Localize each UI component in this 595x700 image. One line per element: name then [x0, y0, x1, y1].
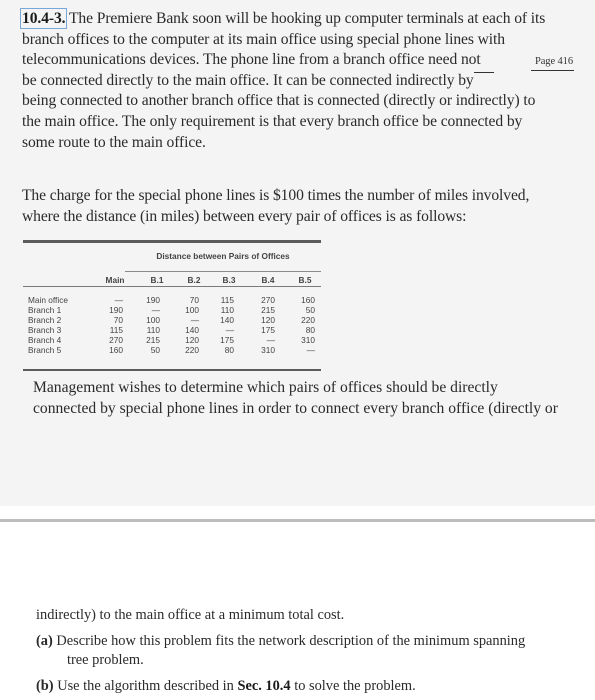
table-cell: 175 — [220, 335, 234, 345]
text-line: indirectly) to the main office at a minimum total cost. — [36, 607, 345, 623]
column-header: Main — [105, 275, 125, 285]
part-a: (a) Describe how this problem fits the network description of the minimum spanning tree problem. — [36, 633, 526, 668]
caption-rule — [125, 271, 321, 272]
table-cell: 70 — [113, 315, 123, 325]
part-b: (b) Use the algorithm described in Sec. 10.4 to solve the problem. — [36, 678, 416, 694]
table-cell: 120 — [261, 315, 275, 325]
table-cell: 50 — [150, 345, 160, 355]
table-cell: 140 — [185, 325, 199, 335]
table-cell: 190 — [146, 295, 160, 305]
table-cell: 215 — [146, 335, 160, 345]
table-caption: Distance between Pairs of Offices — [156, 251, 290, 261]
table-cell: 110 — [220, 305, 234, 315]
text-line: be connected directly to the main office. It can be connected indirectly by — [22, 71, 574, 92]
text-line: branch offices to the computer at its main office using special phone lines with — [22, 30, 505, 48]
table-cell: 100 — [146, 315, 160, 325]
column-header: B.5 — [298, 275, 312, 285]
row-label: Branch 2 — [28, 315, 62, 325]
text-line: telecommunications devices. The phone line from a branch office need not Page 416 — [22, 50, 574, 71]
text-line: being connected to another branch office that is connected (directly or indirectly) to — [22, 92, 536, 110]
table-cell: 110 — [146, 325, 160, 335]
part-a-label: (a) — [36, 633, 53, 649]
table-cell: 100 — [185, 305, 199, 315]
table-cell: 270 — [109, 335, 123, 345]
table-cell: — — [151, 305, 160, 315]
table-cell: 270 — [261, 295, 275, 305]
row-label: Branch 3 — [28, 325, 62, 335]
table-cell: — — [114, 295, 123, 305]
header-rule — [23, 286, 321, 287]
part-b-label: (b) — [36, 678, 54, 694]
table-cell: 70 — [189, 295, 199, 305]
table-cell: 190 — [109, 305, 123, 315]
column-header: B.4 — [261, 275, 275, 285]
table-cell: 310 — [301, 335, 315, 345]
table-cell: 120 — [185, 335, 199, 345]
table-cell: 80 — [305, 325, 315, 335]
table-cell: 140 — [220, 315, 234, 325]
management-paragraph — [33, 377, 563, 419]
column-header: B.3 — [222, 275, 236, 285]
text-line: The charge for the special phone lines is $100 times the number of miles involved, — [22, 187, 530, 204]
text-line: 10.4-3. The Premiere Bank soon will be hooking up computer terminals at each of its — [22, 10, 546, 27]
column-header: B.2 — [187, 275, 201, 285]
page-reference-link[interactable]: Page 416 — [531, 56, 574, 71]
text-line: where the distance (in miles) between every pair of offices is as follows: — [22, 207, 467, 225]
row-label: Branch 5 — [28, 345, 62, 355]
table-cell: 160 — [301, 295, 315, 305]
table-cell: 175 — [261, 325, 275, 335]
table-cell: 80 — [224, 345, 234, 355]
table-cell: — — [266, 335, 275, 345]
table-cell: — — [190, 315, 199, 325]
section-reference: Sec. 10.4 — [237, 678, 291, 694]
problem-intro-paragraph — [22, 9, 574, 153]
table-cell: 115 — [220, 295, 234, 305]
text-line: connected by special phone lines in order to connect every branch office (directly or — [33, 400, 558, 417]
table-cell: — — [306, 345, 315, 355]
row-label: Branch 1 — [28, 305, 62, 315]
continuation-text — [36, 606, 576, 696]
problem-number: 10.4-3. — [22, 10, 66, 27]
table-top-rule — [23, 240, 321, 243]
table-cell: 50 — [305, 305, 315, 315]
table-cell: 220 — [301, 315, 315, 325]
column-header: B.1 — [150, 275, 164, 285]
table-cell: 220 — [185, 345, 199, 355]
text-line: the main office. The only requirement is that every branch office be connected by — [22, 112, 523, 130]
distance-table — [23, 240, 321, 370]
charge-paragraph — [22, 186, 574, 227]
text-line: Management wishes to determine which pairs of offices should be directly — [33, 379, 498, 396]
underline-rule — [474, 72, 494, 73]
row-label: Branch 4 — [28, 335, 62, 345]
text-line: some route to the main office. — [22, 133, 206, 151]
table-cell: 115 — [109, 325, 123, 335]
row-label: Main office — [28, 295, 68, 305]
table-bottom-rule — [23, 369, 321, 371]
table-cell: 310 — [261, 345, 275, 355]
table-cell: 160 — [109, 345, 123, 355]
table-cell: — — [225, 325, 234, 335]
table-cell: 215 — [261, 305, 275, 315]
